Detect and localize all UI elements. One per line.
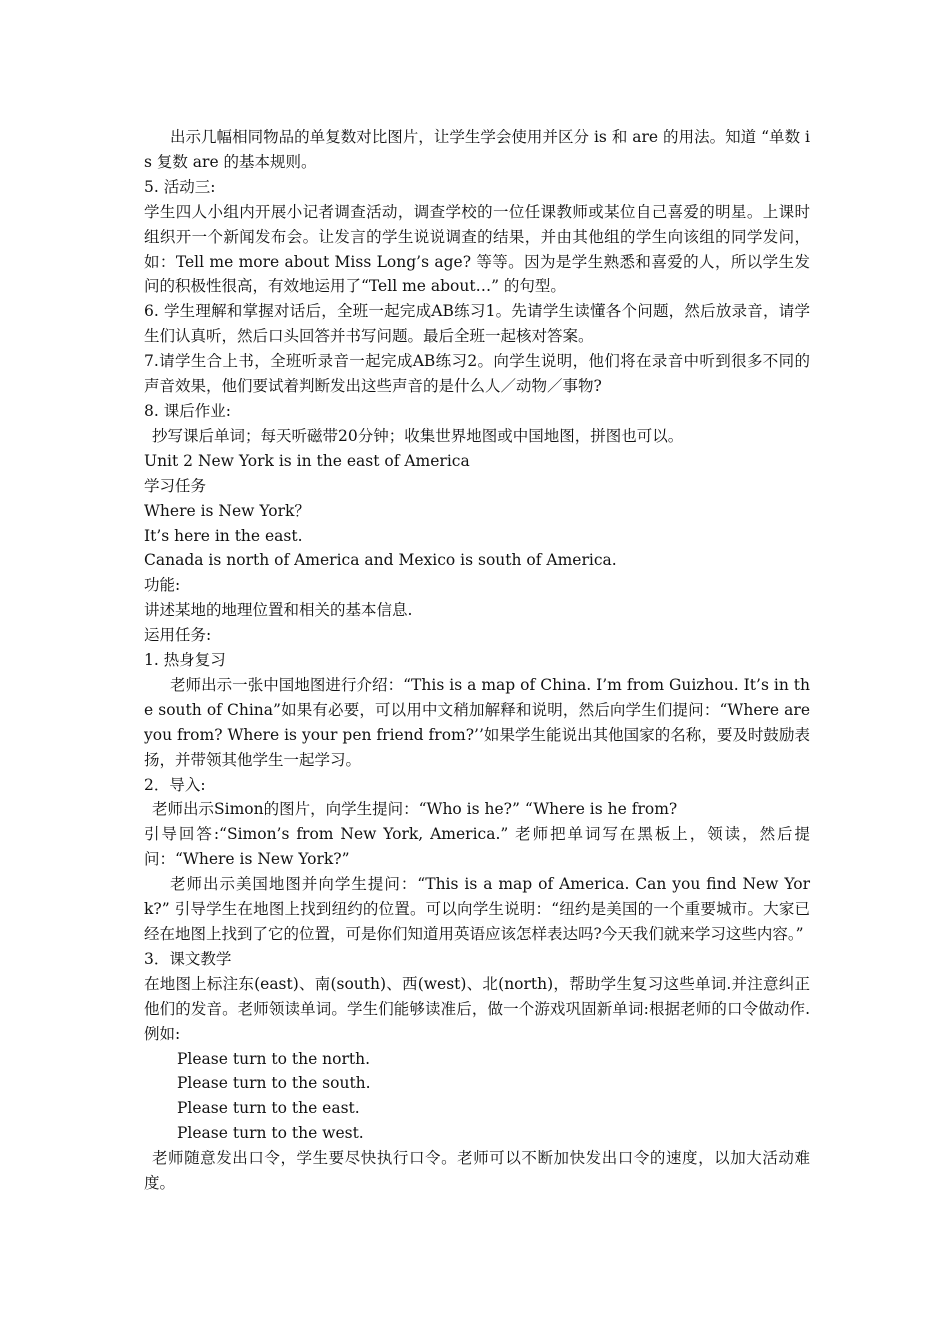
paragraph: 学生四人小组内开展小记者调查活动，调查学校的一位任课教师或某位自己喜爱的明星。上课时组织开一个新闻发布会。让发言的学生说说调查的结果，并由其他组的学生向该组的同学发问，如：Tell me more about Miss Long’s age? 等等。因为是学生熟悉和喜爱的人，所以学生发问的积极性很高，有效地运用了“Tell me about…” 的句型。 [144, 202, 810, 296]
paragraph: 运用任务: [144, 626, 212, 645]
paragraph: 老师出示Simon的图片，向学生提问：“Who is he?” “Where is he from? [152, 800, 678, 819]
paragraph: 引导回答:“Simon’s from New York, America.” 老师把单词写在黑板上，领读，然后提问：“Where is New York?” [144, 825, 810, 869]
paragraph: 8. 课后作业: [144, 401, 231, 420]
paragraph: 老师出示美国地图并向学生提问：“This is a map of America. Can you find New York?” 引导学生在地图上找到纽约的位置。可以向学生说明：“纽约是美国的一个重要城市。大家已经在地图上找到了它的位置，可是你们知道用英语应该怎样表达吗?今天我们就来学习这些内容。” [144, 875, 810, 943]
paragraph: 1. 热身复习 [144, 651, 226, 670]
example-line: Please turn to the west. [177, 1124, 364, 1143]
closing-paragraph: 老师随意发出口令，学生要尽快执行口令。老师可以不断加快发出口令的速度，以加大活动难度。 [144, 1149, 810, 1193]
paragraph: 3．课文教学 [144, 949, 232, 968]
paragraph: 抄写课后单词；每天听磁带20分钟；收集世界地图或中国地图，拼图也可以。 [152, 426, 684, 445]
paragraph: 学习任务 [144, 476, 207, 495]
paragraph: 出示几幅相同物品的单复数对比图片，让学生学会使用并区分 is 和 are 的用法。知道 “单数 is 复数 are 的基本规则。 [144, 128, 810, 171]
paragraph-list [144, 125, 810, 1047]
paragraph: 讲述某地的地理位置和相关的基本信息. [144, 601, 413, 620]
paragraph: 5. 活动三: [144, 177, 216, 196]
paragraph: Unit 2 New York is in the east of America [144, 451, 470, 470]
example-line: Please turn to the south. [177, 1074, 371, 1093]
paragraph: 老师出示一张中国地图进行介绍：“This is a map of China. I’m from Guizhou. It’s in the south of China”如果有必要，可以用中文稍加解释和说明，然后向学生们提问：“Where are you from? Where is your pen friend from?’’如果学生能说出其他国家的名称，要及时鼓励表扬，并带领其他学生一起学习。 [144, 675, 810, 769]
paragraph: It’s here in the east. [144, 526, 303, 545]
document-body [144, 125, 810, 1196]
paragraph: 6. 学生理解和掌握对话后，全班一起完成AB练习1。先请学生读懂各个问题，然后放录音，请学生们认真听，然后口头回答并书写问题。最后全班一起核对答案。 [144, 302, 810, 346]
paragraph: 在地图上标注东(east)、南(south)、西(west)、北(north)，帮助学生复习这些单词.并注意纠正他们的发音。老师领读单词。学生们能够读准后，做一个游戏巩固新单词:根据老师的口令做动作. 例如: [144, 974, 810, 1043]
paragraph: 7.请学生合上书，全班听录音一起完成AB练习2。向学生说明，他们将在录音中听到很多不同的声音效果，他们要试着判断发出这些声音的是什么人／动物／事物? [144, 352, 810, 396]
example-line: Please turn to the north. [177, 1049, 371, 1068]
paragraph: Canada is north of America and Mexico is south of America. [144, 551, 617, 570]
paragraph: Where is New York？ [144, 501, 310, 520]
paragraph: 功能: [144, 576, 181, 595]
example-commands [144, 1047, 810, 1147]
example-line: Please turn to the east. [177, 1099, 360, 1118]
paragraph: 2．导入: [144, 775, 206, 794]
